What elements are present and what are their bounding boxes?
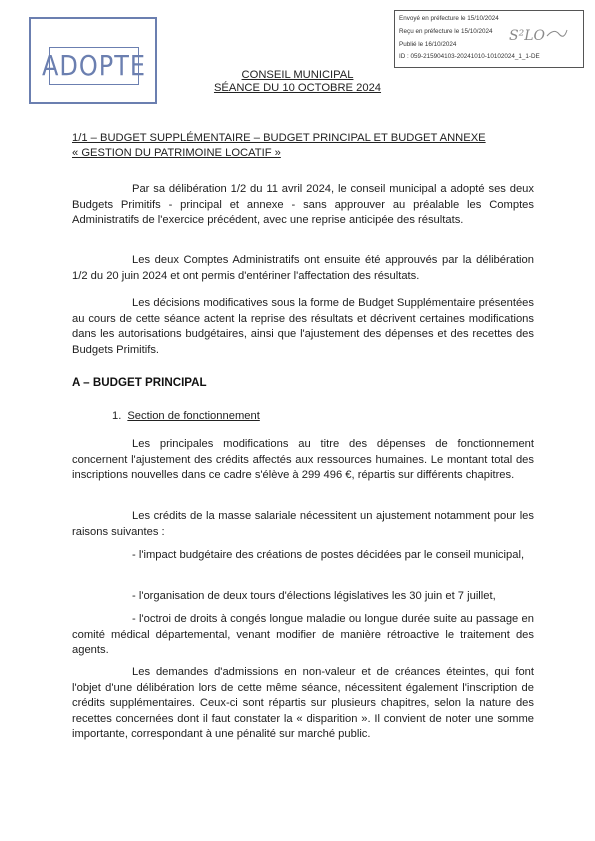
ack-sent-line: Envoyé en préfecture le 15/10/2024 [399, 15, 499, 22]
session-date: SÉANCE DU 10 OCTOBRE 2024 [213, 82, 382, 94]
operating-paragraph-3: Les demandes d'admissions en non-valeur et de créances éteintes, qui font l'objet d'une délibération lors de cette même séance, nécessitent également l'inscription de crédits supplémentaires. Ceux-ci sont répartis sur plusieurs chapitres, selon la nature des recettes concernées dont il faut constater la « disparition ». Il convient de noter une somme importante, correspondant à une pénalité sur marché public. [72, 666, 534, 741]
intro-paragraph-3: Les décisions modificatives sous la forme de Budget Supplémentaire présentées au cours de cette séance actent la reprise des résultats et décrivent certaines modifications dans les autorisations budgétaires, ainsi que l'ajustement des dépenses et des recettes des Budgets Primitifs. [72, 297, 534, 356]
svg-text:S²LO: S²LO [509, 28, 545, 44]
section-heading-budget-principal: A – BUDGET PRINCIPAL [72, 376, 207, 389]
s2lo-signature-mark [509, 24, 569, 44]
ack-received-line: Reçu en préfecture le 15/10/2024 [399, 27, 493, 35]
list-item-job-creation: - l'impact budgétaire des créations de postes décidées par le conseil municipal, [132, 549, 525, 561]
intro-paragraph-1: Par sa délibération 1/2 du 11 avril 2024, le conseil municipal a adopté ses deux Budgets Primitifs - principal et annexe - sans approuver au préalable les Comptes Administratifs de l'exercice précédent, avec une reprise anticipée des résultats. [72, 183, 534, 227]
subsection-number: 1. [112, 410, 122, 422]
list-item-elections: - l'organisation de deux tours d'élections législatives les 30 juin et 7 juillet, [132, 590, 496, 602]
operating-paragraph-2: Les crédits de la masse salariale nécessitent un ajustement notamment pour les raisons suivantes : [72, 510, 534, 538]
council-header: CONSEIL MUNICIPAL [241, 69, 354, 81]
subsection-title: Section de fonctionnement [127, 410, 260, 422]
deliberation-title-line1: 1/1 – BUDGET SUPPLÉMENTAIRE – BUDGET PRINCIPAL ET BUDGET ANNEXE [72, 132, 486, 144]
intro-paragraph-2: Les deux Comptes Administratifs ont ensuite été approuvés par la délibération 1/2 du 20 juin 2024 et ont permis d'entériner l'affectation des résultats. [72, 254, 534, 282]
list-item-sick-leave: - l'octroi de droits à congés longue maladie ou longue durée suite au passage en comité médical départemental, venant modifier de manière rétroactive le traitement des agents. [72, 613, 534, 657]
adopted-stamp-text: ADOPTE [41, 49, 147, 83]
ack-published-line: Publié le 16/10/2024 [399, 40, 457, 48]
subsection-heading [112, 410, 260, 422]
deliberation-title-line2: « GESTION DU PATRIMOINE LOCATIF » [72, 147, 281, 159]
ack-id-line: ID : 059-215904103-20241010-10102024_1_1-DE [399, 53, 540, 61]
operating-paragraph-1: Les principales modifications au titre des dépenses de fonctionnement concernent l'ajustement des crédits affectés aux ressources humaines. Le montant total des inscriptions nouvelles dans ce cadre s'élève à 299 496 €, répartis sur différents chapitres. [72, 438, 534, 482]
